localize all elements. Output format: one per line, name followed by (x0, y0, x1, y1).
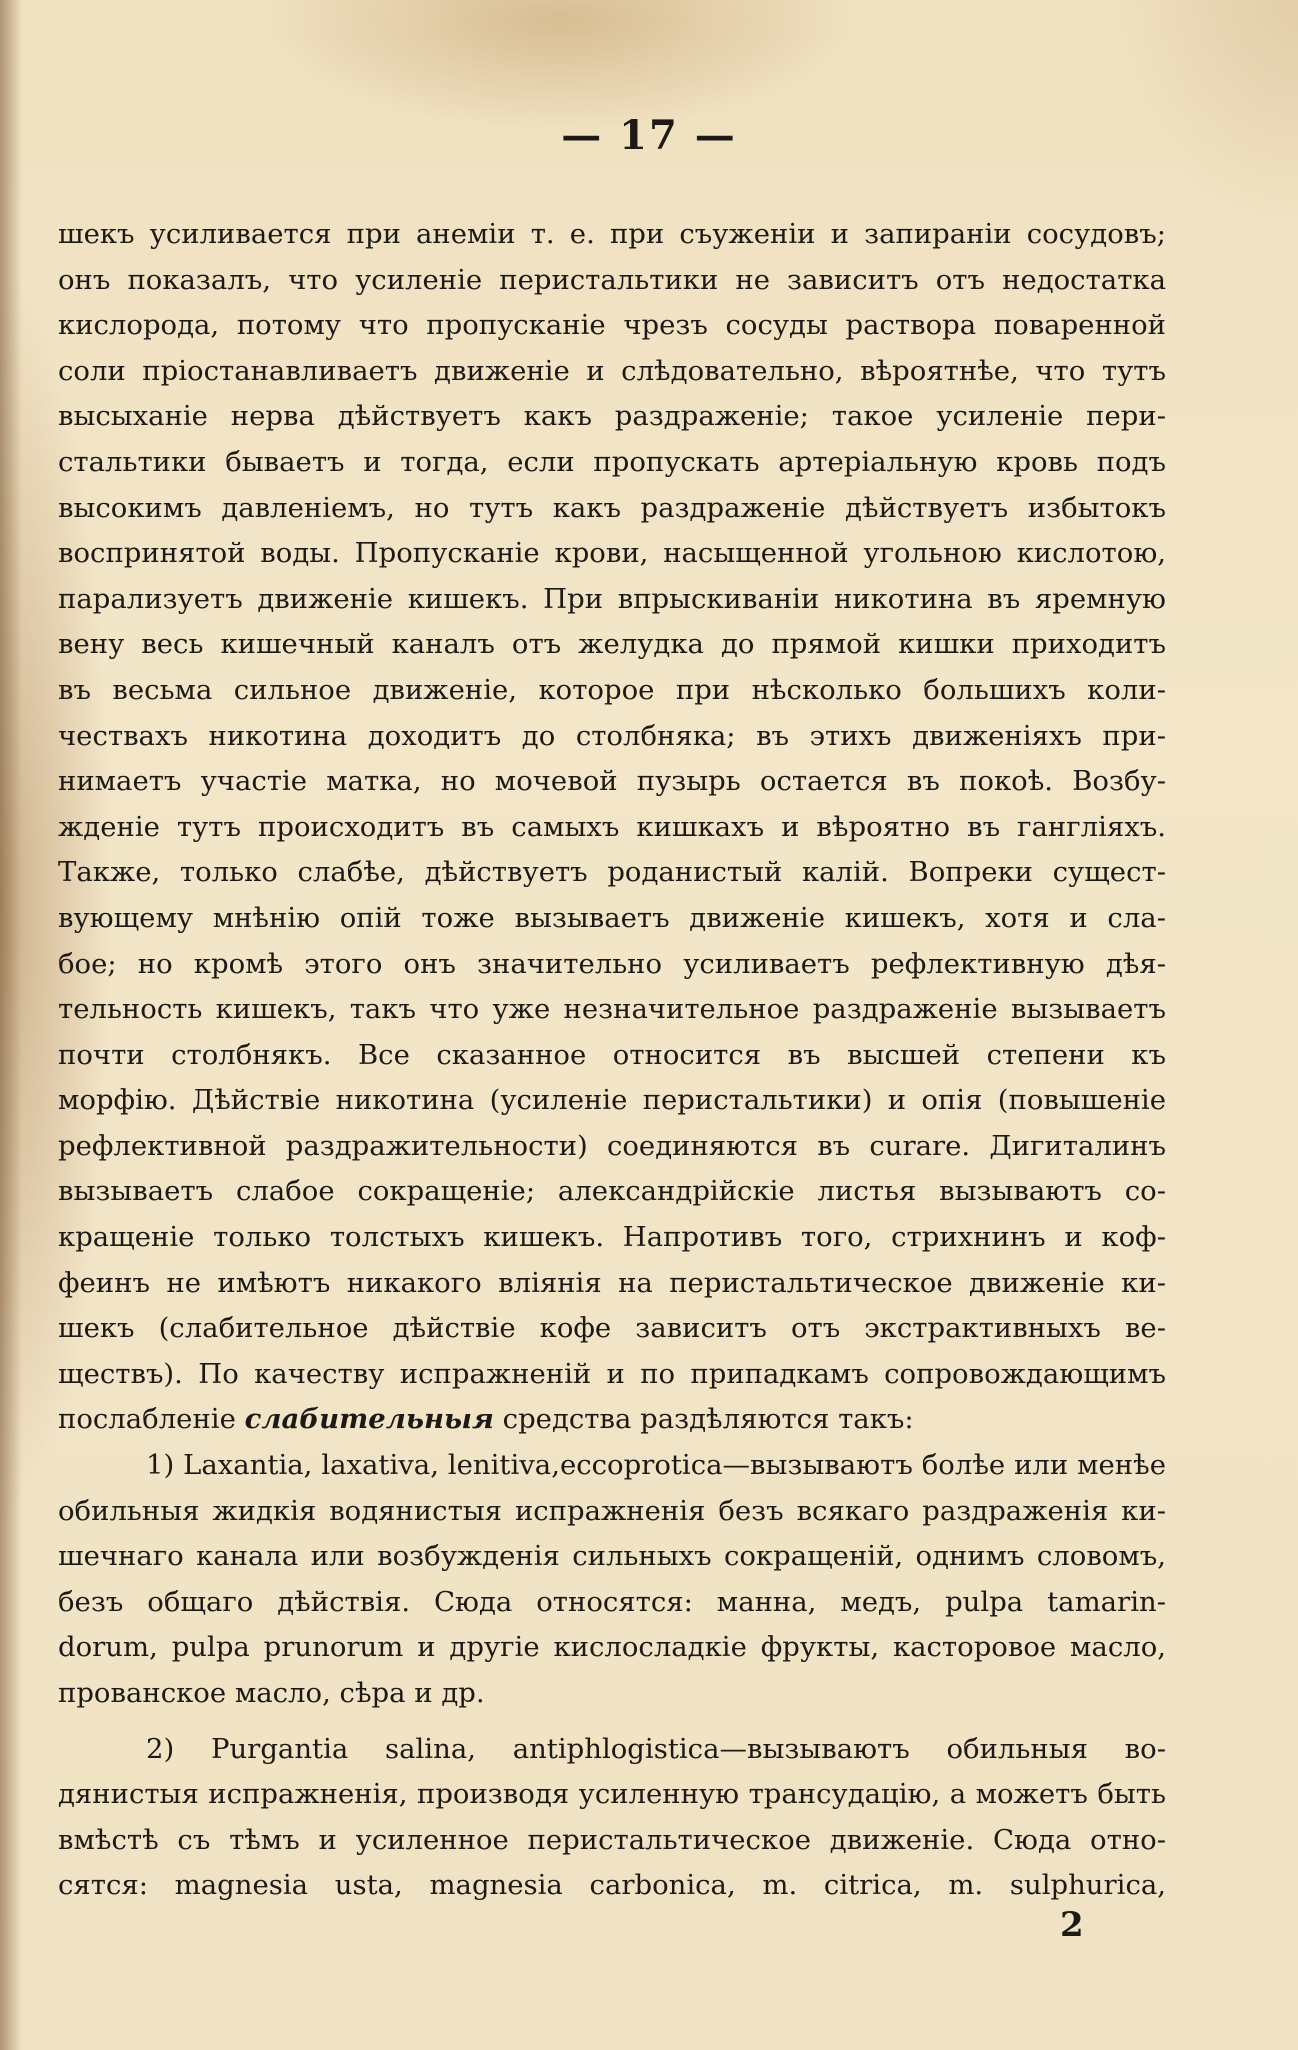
signature-mark: 2 (1060, 1905, 1084, 1945)
paragraph-1 (58, 212, 1166, 1443)
paragraph-2 (58, 1443, 1166, 1717)
text-line: вызываетъ слабое сокращеніе; александрійскіе листья вызываютъ со- (58, 1175, 1166, 1208)
text-line: нимаетъ участіе матка, но мочевой пузырь остается въ покоѣ. Возбу- (58, 765, 1166, 798)
text-fragment: послабленіе (58, 1403, 245, 1436)
text-line: дянистыя испражненія, производя усиленную трансудацію, а можетъ быть (58, 1778, 1166, 1811)
page-spine-shadow (0, 0, 22, 2050)
text-line: шекъ (слабительное дѣйствіе кофе зависитъ отъ экстрактивныхъ ве- (58, 1312, 1166, 1345)
text-line: феинъ не имѣютъ никакого вліянія на перистальтическое движеніе ки- (58, 1266, 1166, 1299)
text-line: ществъ). По качеству испражненій и по припадкамъ сопровождающимъ (58, 1357, 1166, 1390)
text-line: бое; но кромѣ этого онъ значительно усиливаетъ рефлективную дѣя- (58, 947, 1166, 980)
text-line: высокимъ давленіемъ, но тутъ какъ раздраженіе дѣйствуетъ избытокъ (58, 491, 1166, 524)
text-line: соли пріостанавливаетъ движеніе и слѣдовательно, вѣроятнѣе, что тутъ (58, 354, 1166, 387)
text-line: въ весьма сильное движеніе, которое при нѣсколько большихъ коли- (58, 673, 1166, 706)
text-line: кислорода, потому что пропусканіе чрезъ сосуды раствора поваренной (58, 309, 1166, 342)
text-line: жденіе тутъ происходитъ въ самыхъ кишкахъ и вѣроятно въ гангліяхъ. (58, 810, 1166, 843)
paragraph-gap (58, 1717, 1166, 1727)
text-line: шекъ усиливается при анеміи т. е. при съуженіи и запираніи сосудовъ; (58, 218, 1166, 250)
text-line: обильныя жидкія водянистыя испражненія безъ всякаго раздраженія ки- (58, 1494, 1166, 1527)
text-line: 1) Laxantia, laxativa, lenitiva,eccoprotica—вызываютъ болѣе или менѣе (146, 1449, 1166, 1482)
text-line: вующему мнѣнію опій тоже вызываетъ движеніе кишекъ, хотя и сла- (58, 901, 1166, 934)
text-line: Также, только слабѣе, дѣйствуетъ роданистый калій. Вопреки сущест- (58, 856, 1166, 889)
text-line: 2) Purgantia salina, antiphlogistica—вызываютъ обильныя во- (146, 1732, 1166, 1765)
text-line: dorum, pulpa prunorum и другіе кислосладкіе фрукты, касторовое масло, (58, 1631, 1166, 1664)
text-line-with-italic (58, 1397, 1166, 1443)
text-line: воспринятой воды. Пропусканіе крови, насыщенной угольною кислотою, (58, 537, 1166, 570)
text-line: безъ общаго дѣйствія. Сюда относятся: манна, медъ, pulpa tamarin- (58, 1585, 1166, 1618)
text-line: высыханіе нерва дѣйствуетъ какъ раздраженіе; такое усиленіе пери- (58, 400, 1166, 433)
text-line: сятся: magnesia usta, magnesia carbonica, m. citrica, m. sulphurica, (58, 1869, 1166, 1902)
text-fragment: средства раздѣляются такъ: (493, 1403, 914, 1436)
text-line: тельность кишекъ, такъ что уже незначительное раздраженіе вызываетъ (58, 993, 1166, 1026)
text-line: морфію. Дѣйствіе никотина (усиленіе перистальтики) и опія (повышеніе (58, 1084, 1166, 1117)
body-text (58, 212, 1166, 1909)
text-line: стальтики бываетъ и тогда, если пропускать артеріальную кровь подъ (58, 445, 1166, 478)
text-line: вену весь кишечный каналъ отъ желудка до прямой кишки приходитъ (58, 628, 1166, 661)
paragraph-3 (58, 1727, 1166, 1909)
italic-term: слабительныя (244, 1403, 494, 1436)
text-line: почти столбнякъ. Все сказанное относится въ высшей степени къ (58, 1038, 1166, 1071)
text-line: шечнаго канала или возбужденія сильныхъ сокращеній, однимъ словомъ, (58, 1540, 1166, 1573)
text-line: прованское масло, сѣра и др. (58, 1677, 485, 1709)
text-line: онъ показалъ, что усиленіе перистальтики не зависитъ отъ недостатка (58, 263, 1166, 296)
page-number-header: — 17 — (561, 112, 737, 159)
text-line: парализуетъ движеніе кишекъ. При впрыскиваніи никотина въ яремную (58, 582, 1166, 615)
text-line: рефлективной раздражительности) соединяются въ curare. Дигиталинъ (58, 1129, 1166, 1162)
text-line: кращеніе только толстыхъ кишекъ. Напротивъ того, стрихнинъ и коф- (58, 1221, 1166, 1254)
text-line: чествахъ никотина доходитъ до столбняка; въ этихъ движеніяхъ при- (58, 719, 1166, 752)
text-line: вмѣстѣ съ тѣмъ и усиленное перистальтическое движеніе. Сюда отно- (58, 1823, 1166, 1856)
